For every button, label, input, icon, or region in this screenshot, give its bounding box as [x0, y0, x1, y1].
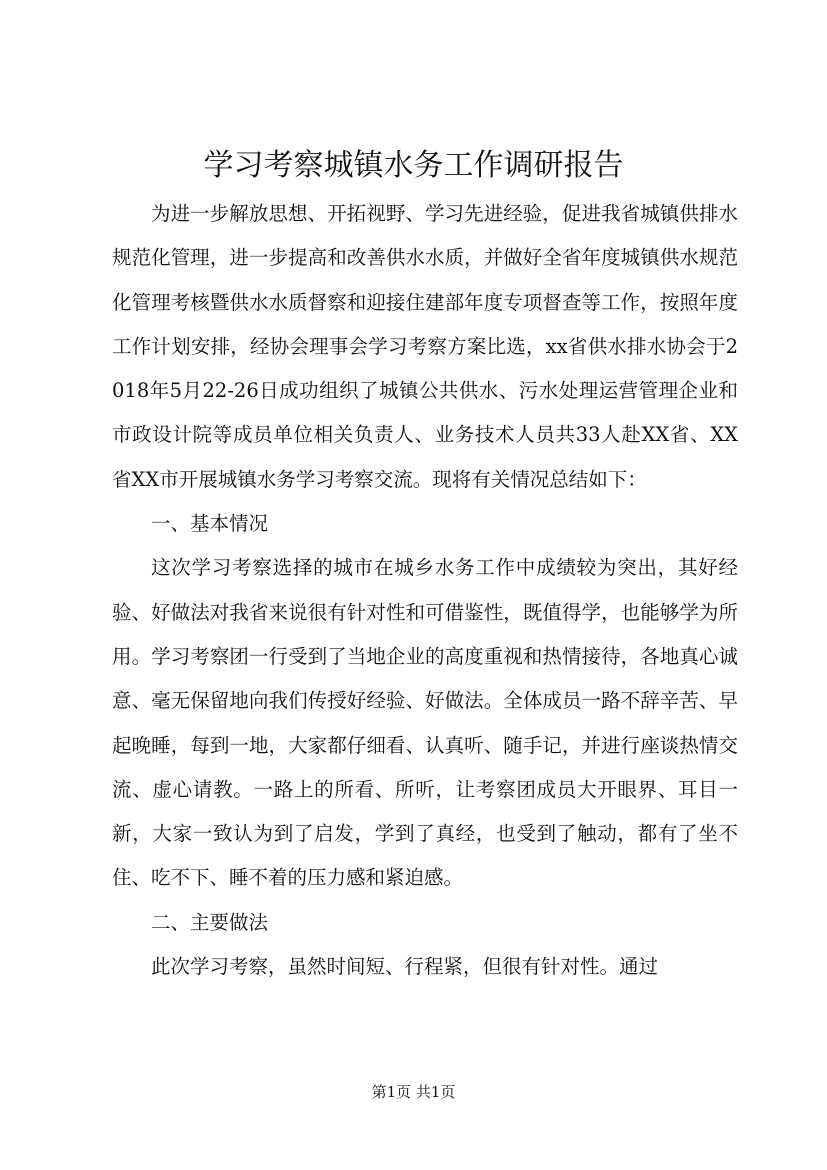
document-title: 学习考察城镇水务工作调研报告 — [203, 148, 624, 183]
basic-situation-paragraph: 这次学习考察选择的城市在城乡水务工作中成绩较为突出，其好经验、好做法对我省来说很有针对性和可借鉴性，既值得学，也能够学为所用。学习考察团一行受到了当地企业的高度重视和热情接待，各地真心诚意、毫无保留地向我们传授好经验、好做法。全体成员一路不辞辛苦、早起晚睡，每到一地，大家都仔细看、认真听、随手记，并进行座谈热情交流、虚心请教。一路上的所看、所听，让考察团成员大开眼界、耳目一新，大家一致认为到了启发，学到了真经，也受到了触动，都有了坐不住、吃不下、睡不着的压力感和紧迫感。 — [112, 556, 738, 890]
section-heading-basic-situation: 一、基本情况 — [151, 512, 269, 536]
main-practices-paragraph: 此次学习考察，虽然时间短、行程紧，但很有针对性。通过 — [151, 955, 659, 979]
document-body — [112, 192, 738, 989]
page-number-footer: 第1页 共1页 — [371, 1083, 456, 1101]
intro-paragraph: 为进一步解放思想、开拓视野、学习先进经验，促进我省城镇供排水规范化管理，进一步提高和改善供水水质，并做好全省年度城镇供水规范化管理考核暨供水水质督察和迎接住建部年度专项督查等工作，按照年度工作计划安排，经协会理事会学习考察方案比选，xx省供水排水协会于2018年5月22-26日成功组织了城镇公共供水、污水处理运营管理企业和市政设计院等成员单位相关负责人、业务技术人员共33人赴XX省、XX省XX市开展城镇水务学习考察交流。现将有关情况总结如下： — [112, 202, 738, 491]
section-heading-main-practices: 二、主要做法 — [151, 910, 269, 934]
